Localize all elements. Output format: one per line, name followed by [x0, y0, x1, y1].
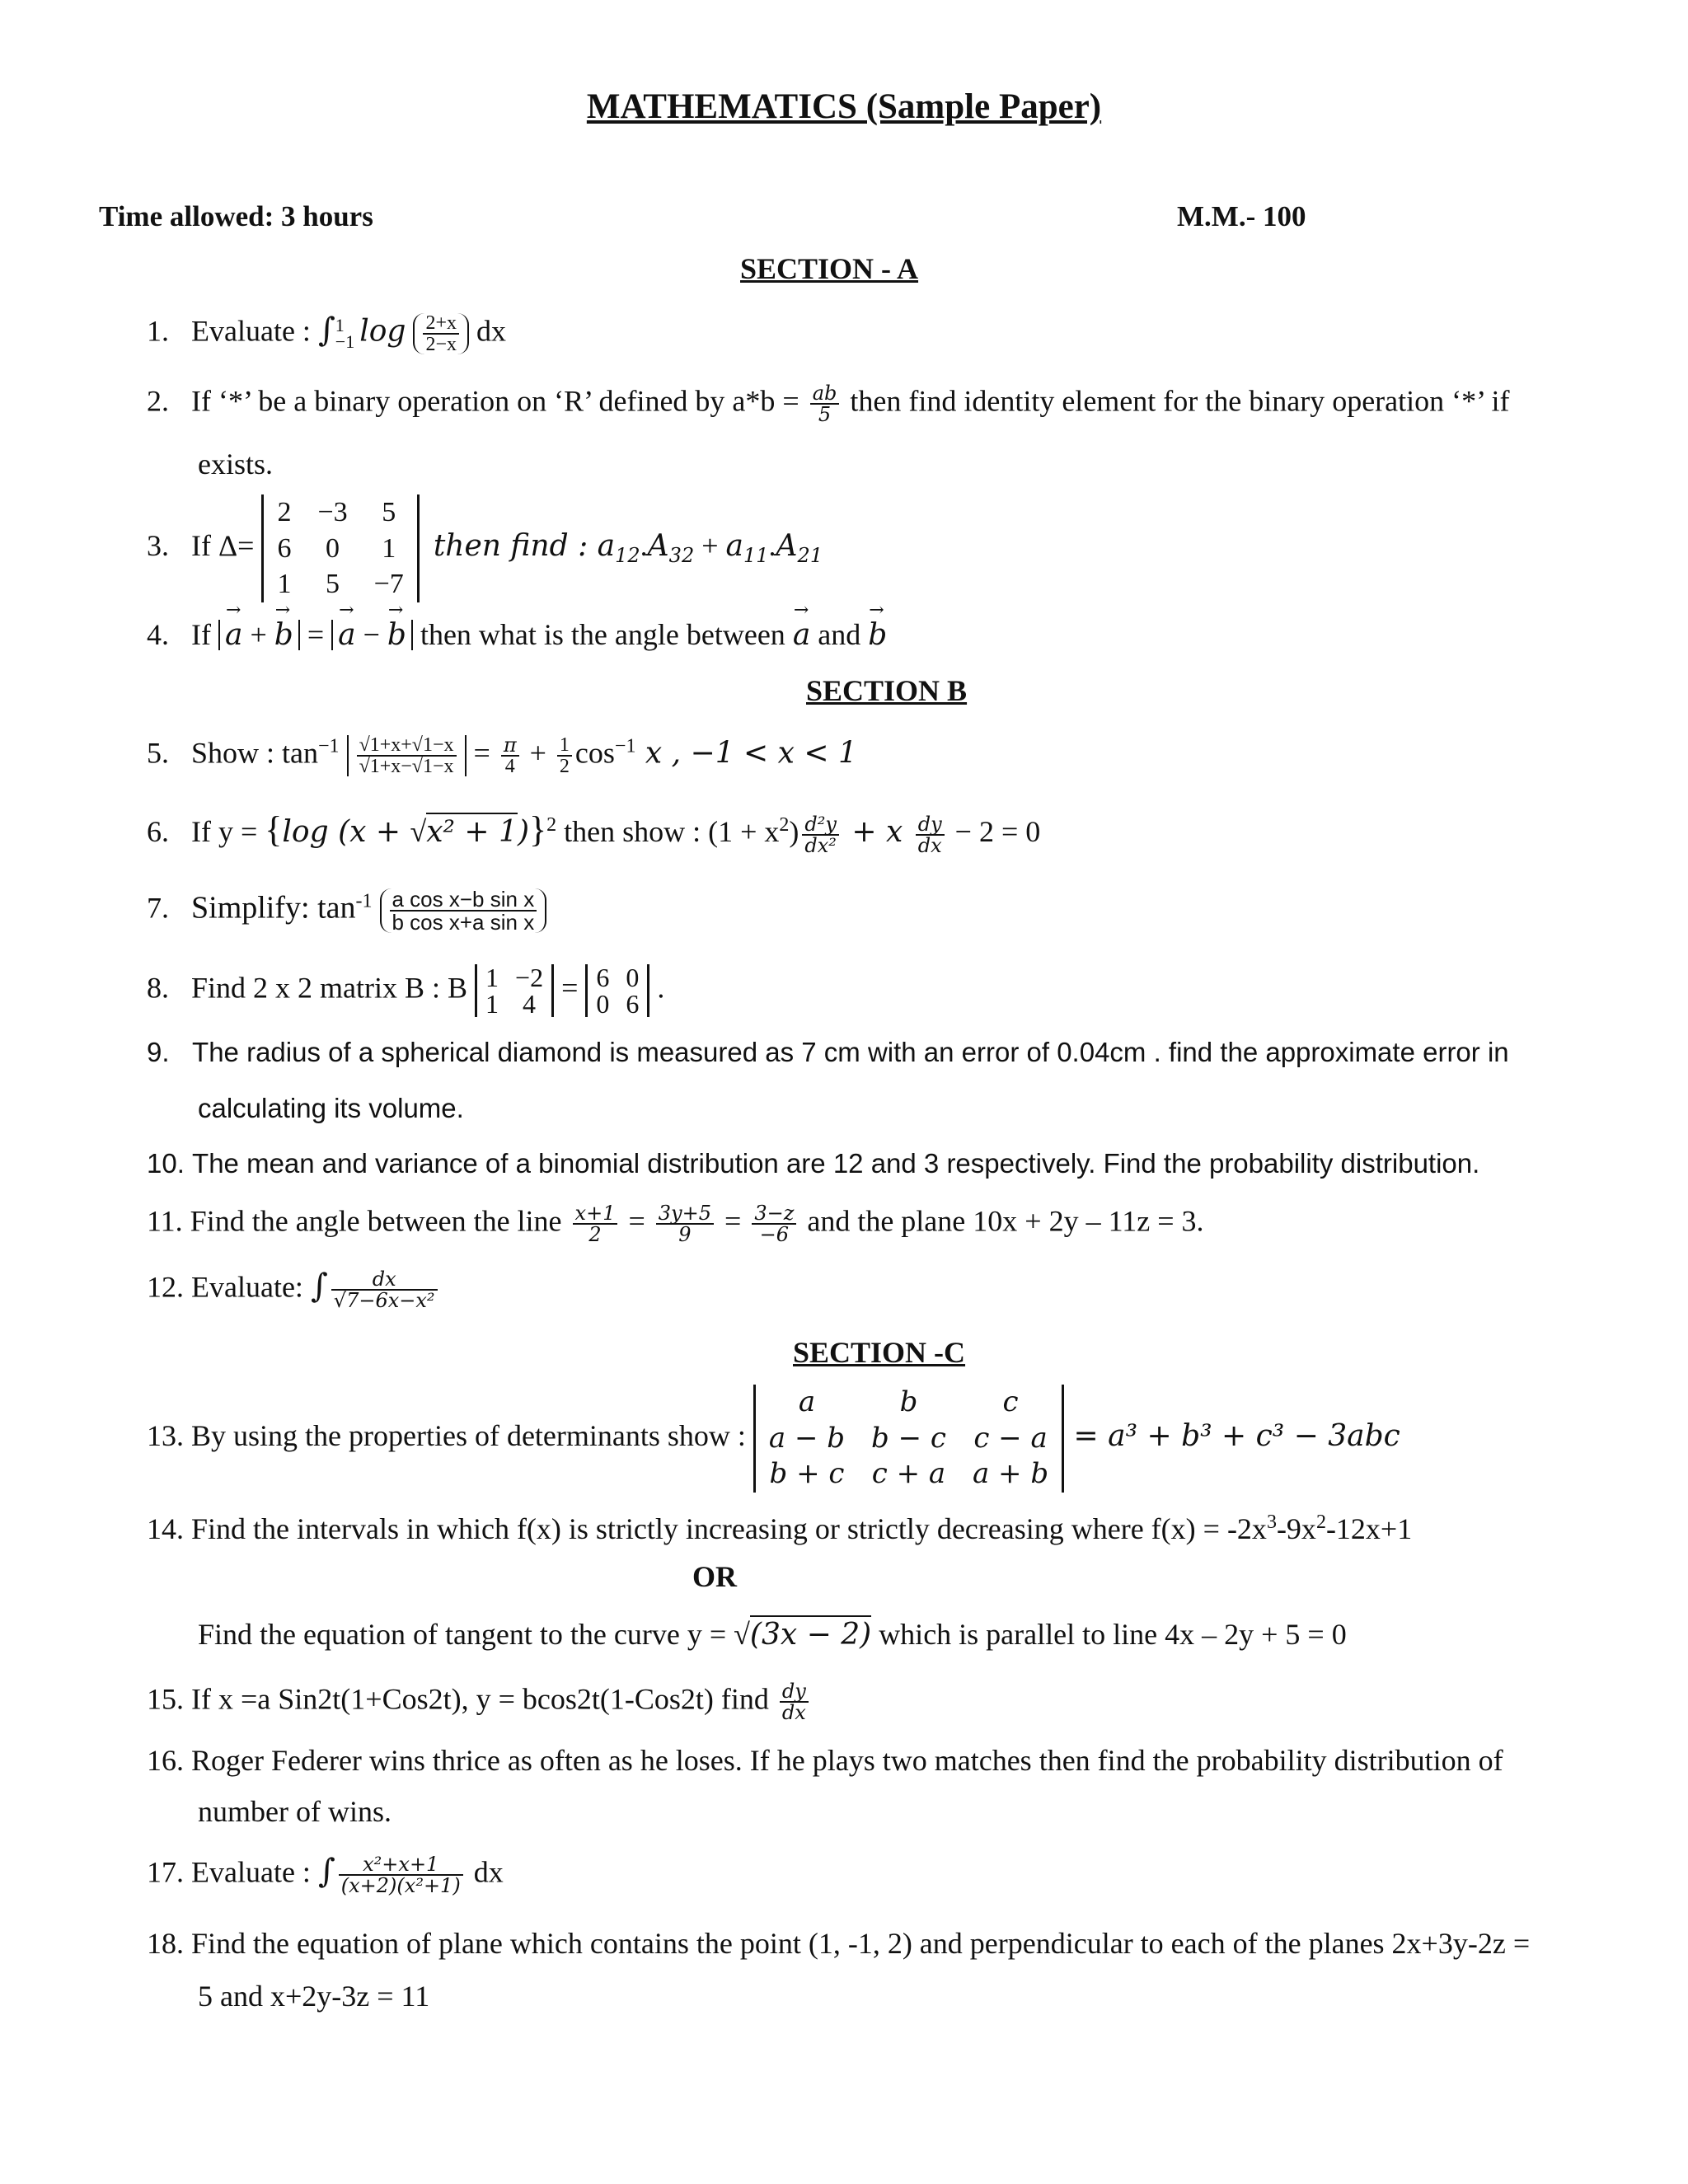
determinant-matrix: a b c a − b b − c c − a b + c c + a a + b	[753, 1385, 1064, 1493]
question-number: 4.	[147, 618, 169, 651]
integral-symbol: ∫	[317, 1852, 335, 1891]
question-1: 1. Evaluate : ∫ 1 −1 log $\frac{2+x}{2-x}$ dx	[147, 311, 506, 355]
question-9-line2: calculating its volume.	[198, 1093, 464, 1123]
question-18: 18. Find the equation of plane which contains the point (1, -1, 2) and perpendicular to each of the planes 2x+3y-2z =	[147, 1927, 1531, 1960]
page-title: MATHEMATICS (Sample Paper)	[586, 87, 1102, 126]
question-number: 6.	[147, 815, 169, 848]
question-16: 16. Roger Federer wins thrice as often as he loses. If he plays two matches then find the probability distribution of	[147, 1744, 1503, 1777]
question-17: 17. Evaluate : ∫ $\frac{\text{x²+x+1}}{\text{(x+2)(x²+1)}}$ dx	[147, 1852, 504, 1897]
question-11: 11. Find the angle between the line $\frac{x+1}{2}$ = $\frac{3y+5}{9}$ = $\frac{3-z}{-6}$ and the plane 10x + 2y – 11z = 3.	[147, 1202, 1204, 1246]
question-number: 11.	[147, 1204, 183, 1238]
integral-symbol: ∫	[317, 311, 335, 349]
question-number: 9.	[147, 1037, 170, 1067]
question-number: 18.	[147, 1927, 184, 1960]
question-7: 7. Simplify: $\tan^{-1}$ $\frac{\text{a cos x−b sin x}}{\text{b cos x+a sin x}}$	[147, 888, 546, 933]
determinant-matrix: 2 −3 5 6 0 1 1 5 −7	[261, 494, 419, 602]
question-number: 14.	[147, 1512, 184, 1545]
matrix-left: 1 −2 1 4	[475, 964, 554, 1017]
question-number: 5.	[147, 736, 169, 770]
question-number: 12.	[147, 1270, 184, 1304]
question-number: 10.	[147, 1148, 185, 1179]
question-5: 5. Show : $\tan^{-1}$ $\frac{√1+x+√1-x}{√1+x-√1-x}$ = $\frac{\pi}{4}$ + $\frac{1}{2}$ $\cos^{-1} x$ , −1 < x < 1	[147, 733, 857, 777]
max-marks: M.M.- 100	[1177, 200, 1306, 232]
question-number: 8.	[147, 971, 169, 1005]
question-16-line2: number of wins.	[198, 1795, 392, 1828]
question-14-alternative: Find the equation of tangent to the curve y = √(3x − 2) which is parallel to line 4x – 2y + 5 = 0	[198, 1619, 1347, 1650]
or-label: OR	[692, 1560, 737, 1593]
section-a-heading: SECTION - A	[740, 252, 919, 285]
integral-symbol: ∫	[310, 1267, 328, 1305]
question-number: 15.	[147, 1682, 184, 1716]
question-number: 3.	[147, 528, 169, 562]
section-b-heading: SECTION B	[806, 674, 968, 707]
section-c-heading: SECTION -C	[793, 1336, 966, 1369]
question-18-line2: 5 and x+2y-3z = 11	[198, 1980, 430, 2013]
question-number: 17.	[147, 1855, 184, 1889]
question-15: 15. If x =a Sin2t(1+Cos2t), y = bcos2t(1-Cos2t) find $\frac{dy}{dx}$	[147, 1681, 812, 1722]
question-2: 2. If ‘*’ be a binary operation on ‘R’ defined by a*b = $\frac{ab}{5}$ then find identity element for the binary operation ‘*’ if	[147, 382, 1510, 426]
question-10: 10. The mean and variance of a binomial distribution are 12 and 3 respectively. Find the probability distribution.	[147, 1148, 1480, 1179]
question-14: 14. Find the intervals in which f(x) is strictly increasing or strictly decreasing where $f(x) = -2x^3-9x^2-12x+1$	[147, 1511, 1413, 1545]
question-number: 7.	[147, 891, 169, 925]
question-6: 6. If y = {log (x + √x² + 1)}$^2$ then show : $(1 + x^2)$ $\frac{\text{d²y}}{\text{dx²}}$ + x $\frac{dy}{dx}$ − 2 = 0	[147, 809, 1041, 857]
question-number: 1.	[147, 314, 169, 348]
question-9: 9. The radius of a spherical diamond is measured as 7 cm with an error of 0.04cm . find the approximate error in	[147, 1037, 1509, 1067]
question-number: 13.	[147, 1418, 184, 1452]
question-2-line2: exists.	[198, 448, 274, 480]
time-allowed: Time allowed: 3 hours	[99, 200, 373, 232]
question-13: 13. By using the properties of determinants show : a b c a − b b − c c − a b + c c + a a + b = a³ + b³ + c³ − 3abc	[147, 1385, 1400, 1493]
question-8: 8. Find 2 x 2 matrix B : B 1 −2 1 4 = 6 0 0 6 .	[147, 963, 665, 1019]
matrix-right: 6 0 0 6	[585, 964, 649, 1017]
question-12: 12. Evaluate: ∫ $\frac{dx}{\text{√7−6x−x²}}$	[147, 1269, 441, 1310]
question-4: 4. If a → + b → = a → − b → then what is the angle between a → and b →	[147, 620, 887, 650]
question-number: 2.	[147, 384, 169, 418]
question-number: 16.	[147, 1744, 184, 1777]
question-3: 3. If Δ= 2 −3 5 6 0 1 1 5 −7 then find : $a_{12}.A_{32} + a_{11}.A_{21}$	[147, 494, 823, 602]
